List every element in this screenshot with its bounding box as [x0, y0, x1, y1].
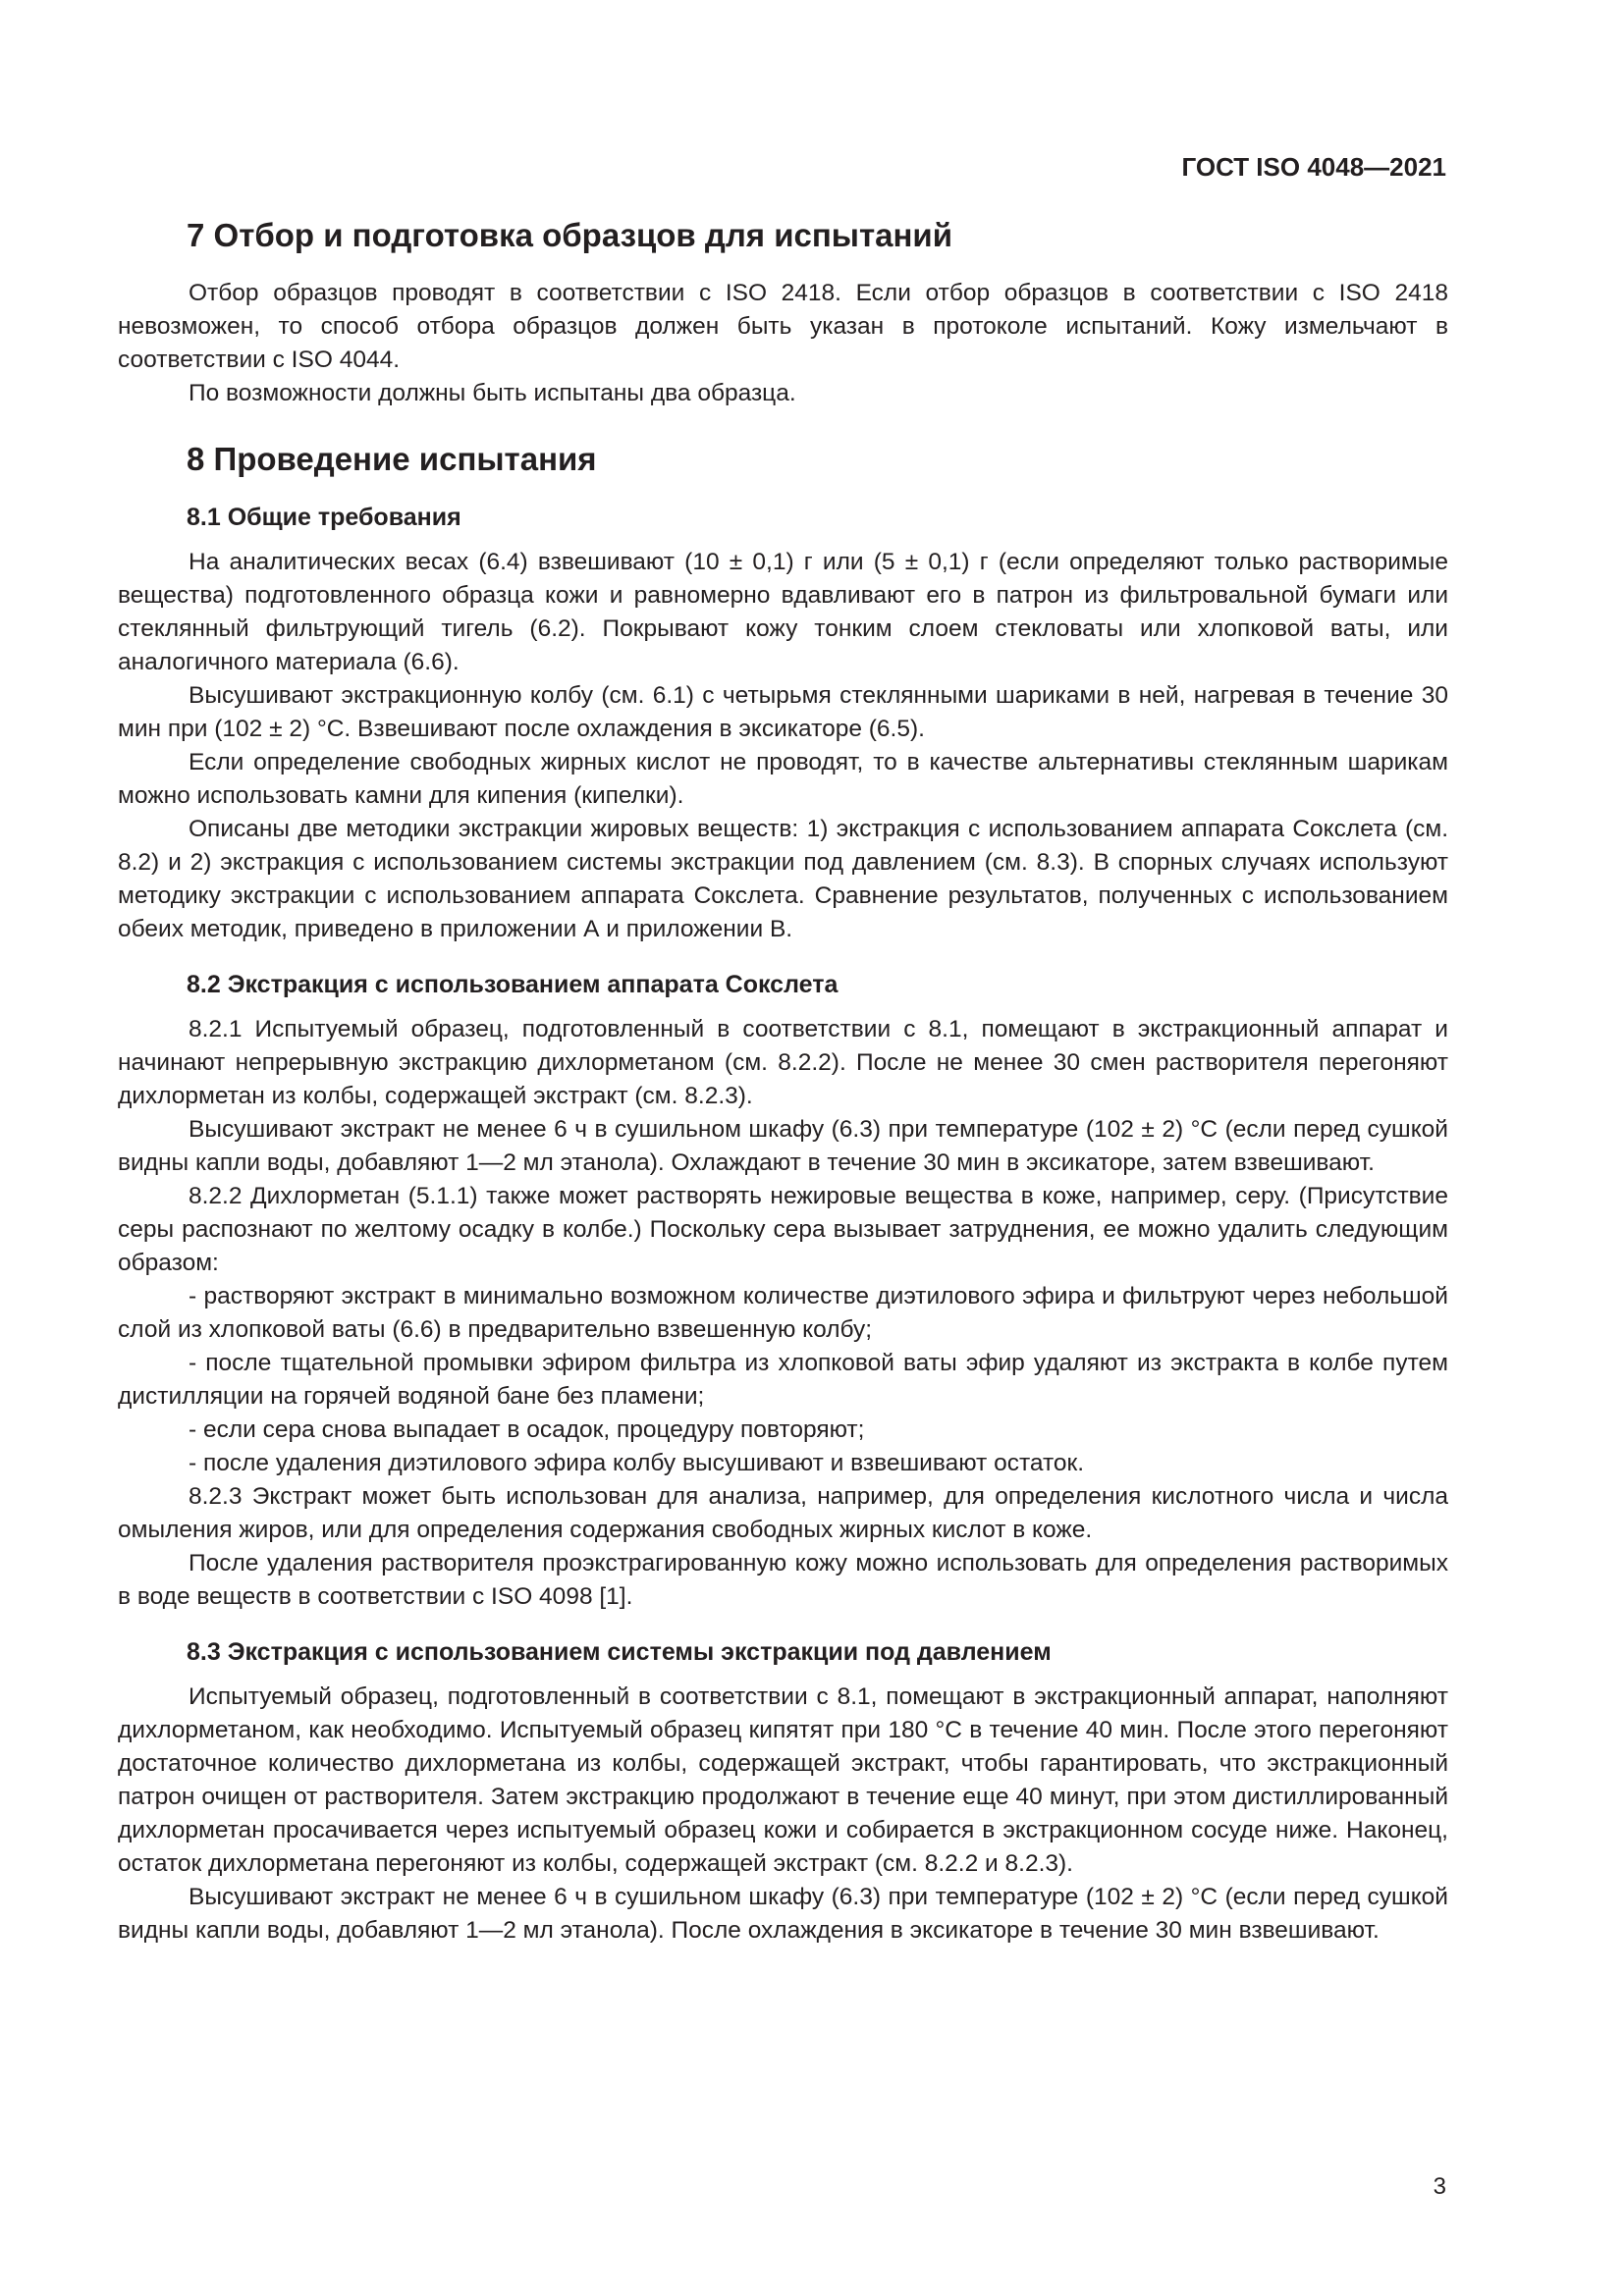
- subsection-8-2-title: 8.2 Экстракция с использованием аппарата Сокслета: [187, 971, 839, 998]
- paragraph: Описаны две методики экстракции жировых веществ: 1) экстракция с использованием аппарата Сокслета (см. 8.2) и 2) экстракция с использованием системы экстракции под давлением (см. 8.3). В спорных случаях используют методику экстракции с использованием аппарата Сокслета. Сравнение результатов, полученных с использованием обеих методик, приведено в приложении А и приложении В.: [118, 816, 1448, 942]
- list-item: - после удаления диэтилового эфира колбу высушивают и взвешивают остаток.: [189, 1450, 1085, 1476]
- list-item: - если сера снова выпадает в осадок, процедуру повторяют;: [189, 1416, 865, 1443]
- page-content: [118, 216, 1448, 1948]
- subsection-8-3-title: 8.3 Экстракция с использованием системы экстракции под давлением: [187, 1638, 1052, 1666]
- document-code: ГОСТ ISO 4048—2021: [1181, 152, 1446, 182]
- paragraph: Высушивают экстракт не менее 6 ч в сушильном шкафу (6.3) при температуре (102 ± 2) °С (если перед сушкой видны капли воды, добавляют 1—2 мл этанола). Охлаждают в течение 30 мин в эксикаторе, затем взвешивают.: [118, 1116, 1448, 1176]
- subsection-8-1-title: 8.1 Общие требования: [187, 504, 461, 531]
- section-7-title: 7 Отбор и подготовка образцов для испытаний: [187, 217, 952, 253]
- paragraph: После удаления растворителя проэкстрагированную кожу можно использовать для определения растворимых в воде веществ в соответствии с ISO 4098 [1].: [118, 1550, 1448, 1610]
- paragraph: Высушивают экстракционную колбу (см. 6.1) с четырьмя стеклянными шариками в ней, нагревая в течение 30 мин при (102 ± 2) °С. Взвешивают после охлаждения в эксикаторе (6.5).: [118, 682, 1448, 742]
- paragraph: На аналитических весах (6.4) взвешивают (10 ± 0,1) г или (5 ± 0,1) г (если определяют только растворимые вещества) подготовленного образца кожи и равномерно вдавливают его в патрон из фильтровальной бумаги или стеклянный фильтрующий тигель (6.2). Покрывают кожу тонким слоем стекловаты или хлопковой ваты, или аналогичного материала (6.6).: [118, 549, 1448, 675]
- section-8-title: 8 Проведение испытания: [187, 441, 597, 477]
- paragraph: 8.2.2 Дихлорметан (5.1.1) также может растворять нежировые вещества в коже, например, серу. (Присутствие серы распознают по желтому осадку в колбе.) Поскольку сера вызывает затруднения, ее можно удалить следующим образом:: [118, 1183, 1448, 1276]
- paragraph: 8.2.3 Экстракт может быть использован для анализа, например, для определения кислотного числа и числа омыления жиров, или для определения содержания свободных жирных кислот в коже.: [118, 1483, 1448, 1543]
- paragraph: По возможности должны быть испытаны два образца.: [189, 380, 796, 406]
- page-number: 3: [1433, 2173, 1446, 2200]
- paragraph: Испытуемый образец, подготовленный в соответствии с 8.1, помещают в экстракционный аппарат, наполняют дихлорметаном, как необходимо. Испытуемый образец кипятят при 180 °С в течение 40 мин. После этого перегоняют достаточное количество дихлорметана из колбы, содержащей экстракт, чтобы гарантировать, что экстракционный патрон очищен от растворителя. Затем экстракцию продолжают в течение еще 40 минут, при этом дистиллированный дихлорметан просачивается через испытуемый образец кожи и собирается в экстракционном сосуде ниже. Наконец, остаток дихлорметана перегоняют из колбы, содержащей экстракт (см. 8.2.2 и 8.2.3).: [118, 1683, 1448, 1877]
- paragraph: Если определение свободных жирных кислот не проводят, то в качестве альтернативы стеклянным шарикам можно использовать камни для кипения (кипелки).: [118, 749, 1448, 809]
- paragraph: Высушивают экстракт не менее 6 ч в сушильном шкафу (6.3) при температуре (102 ± 2) °С (если перед сушкой видны капли воды, добавляют 1—2 мл этанола). После охлаждения в эксикаторе в течение 30 мин взвешивают.: [118, 1884, 1448, 1944]
- paragraph: 8.2.1 Испытуемый образец, подготовленный в соответствии с 8.1, помещают в экстракционный аппарат и начинают непрерывную экстракцию дихлорметаном (см. 8.2.2). После не менее 30 смен растворителя перегоняют дихлорметан из колбы, содержащей экстракт (см. 8.2.3).: [118, 1016, 1448, 1109]
- paragraph: Отбор образцов проводят в соответствии с ISO 2418. Если отбор образцов в соответствии с ISO 2418 невозможен, то способ отбора образцов должен быть указан в протоколе испытаний. Кожу измельчают в соответствии с ISO 4044.: [118, 280, 1448, 373]
- list-item: - растворяют экстракт в минимально возможном количестве диэтилового эфира и фильтруют через небольшой слой из хлопковой ваты (6.6) в предварительно взвешенную колбу;: [118, 1283, 1448, 1343]
- list-item: - после тщательной промывки эфиром фильтра из хлопковой ваты эфир удаляют из экстракта в колбе путем дистилляции на горячей водяной бане без пламени;: [118, 1350, 1448, 1410]
